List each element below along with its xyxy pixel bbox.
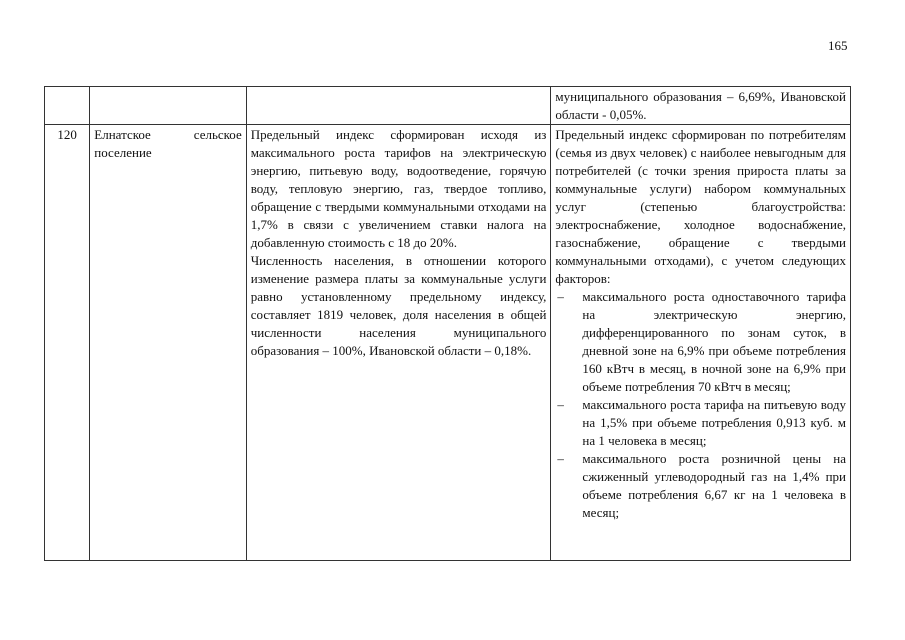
dash-bullet: – xyxy=(557,397,564,412)
factors-intro: Предельный индекс сформирован по потребителям (семья из двух человек) с наиболее невыгодным для потребителей (с точки зрения прироста платы за коммунальные услуги) набором коммунальных услуг (степенью благоустройства: электроснабжение, холодное водоснабжение, газоснабжение, обращение с твердыми коммунальными отходами), с учетом следующих факторов: xyxy=(555,127,846,286)
page-number: 165 xyxy=(828,38,848,53)
description-paragraph-1: Предельный индекс сформирован исходя из максимального роста тарифов на электрическую энергию, питьевую воду, водоотведение, горячую воду, тепловую энергию, газ, твердое топливо, обращение с твердыми коммунальными отходами на 1,7% в связи с увеличением ставки налога на добавленную стоимость с 18 до 20%. xyxy=(250,127,547,250)
table-row xyxy=(45,125,851,561)
cell-number xyxy=(45,87,90,125)
row-number: 120 xyxy=(45,125,90,561)
list-item: – максимального роста розничной цены на сжиженный углеводородный газ на 1,4% при объеме потребления 6,67 кг на 1 человека в месяц; xyxy=(557,451,846,520)
cell-settlement xyxy=(90,87,246,125)
consumer-factors xyxy=(551,125,851,561)
list-item: – максимального роста тарифа на питьевую воду на 1,5% при объеме потребления 0,913 куб. м на 1 человека в месяц; xyxy=(557,397,846,448)
data-table xyxy=(44,86,851,561)
description-paragraph-2: Численность населения, в отношении которого изменение размера платы за коммунальные услуги равно установленному предельному индексу, составляет 1819 человек, доля населения в общей численности населения муниципального образования – 100%, Ивановской области – 0,18%. xyxy=(250,253,547,358)
dash-bullet: – xyxy=(557,289,564,304)
settlement-name: Елнатское сельское поселение xyxy=(90,125,246,561)
list-item: – максимального роста одноставочного тарифа на электрическую энергию, дифференцированного по зонам суток, в дневной зоне на 6,9% при объеме потребления 160 кВтч в месяц, в ночной зоне на 6,9% при объеме потребления 70 кВтч в месяц; xyxy=(557,289,846,394)
dash-bullet: – xyxy=(557,451,564,466)
index-description xyxy=(246,125,551,561)
continuation-text: муниципального образования – 6,69%, Ивановской области - 0,05%. xyxy=(555,89,846,122)
continuation-row xyxy=(45,87,851,125)
factors-list xyxy=(555,288,846,522)
cell-description xyxy=(246,87,551,125)
cell-factors xyxy=(551,87,851,125)
